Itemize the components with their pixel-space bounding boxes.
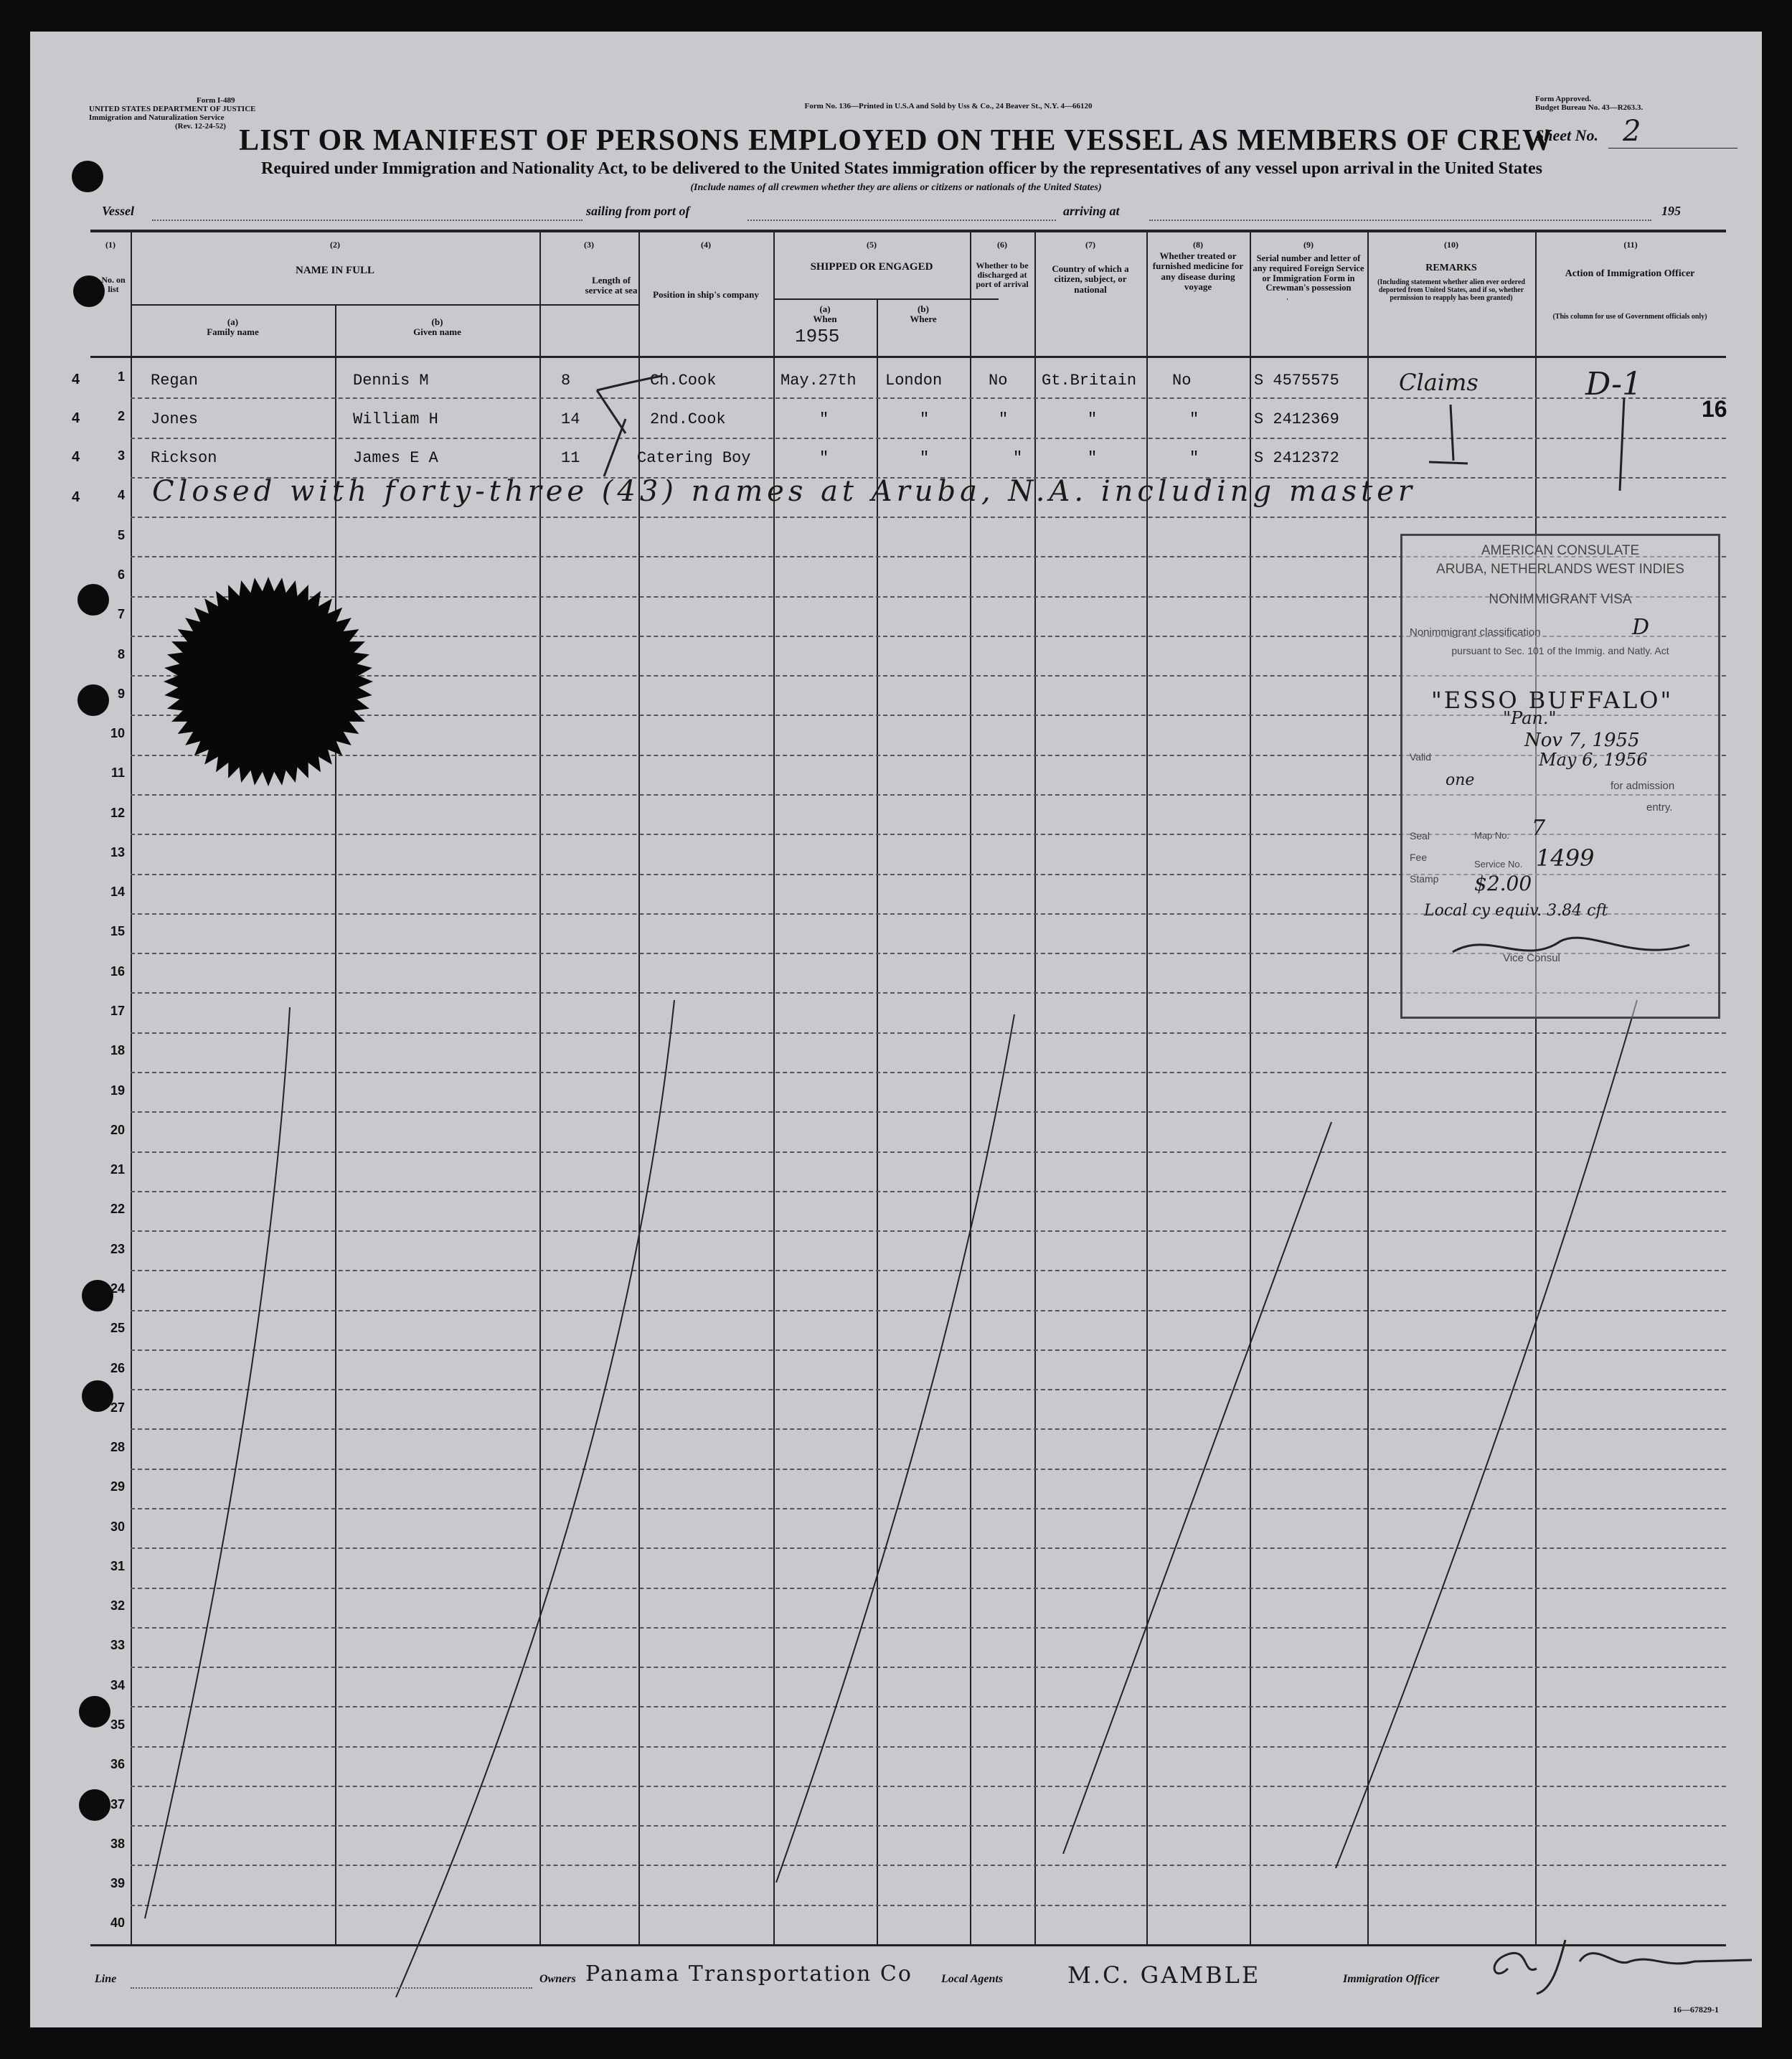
row-number: 33 xyxy=(110,1638,125,1653)
row-prefix: 4 xyxy=(72,449,80,465)
row-number: 23 xyxy=(110,1241,125,1256)
serial-header: Serial number and letter of any required Foreign Service or Immigration Form in Crewman's possession xyxy=(1253,253,1364,293)
stamp-vice-consul: Vice Consul xyxy=(1503,952,1560,964)
where-b: (b) xyxy=(918,303,929,314)
discharged: No xyxy=(989,372,1008,390)
shipped-when: May.27th xyxy=(781,372,857,390)
consul-signature xyxy=(1446,923,1704,974)
row-number: 25 xyxy=(110,1321,125,1336)
approval: Form Approved. xyxy=(1535,95,1592,103)
row-number: 32 xyxy=(110,1598,125,1613)
when-a: (a) xyxy=(819,303,831,314)
row-number: 6 xyxy=(117,567,125,582)
given-name: William H xyxy=(353,410,438,428)
family-a: (a) xyxy=(227,316,239,327)
stamp-line1: AMERICAN CONSULATE xyxy=(1481,543,1640,558)
embossed-seal xyxy=(161,574,376,789)
stamp-line3: NONIMMIGRANT VISA xyxy=(1489,592,1632,607)
row-number: 17 xyxy=(110,1004,125,1019)
stamp-class-value: D xyxy=(1632,615,1650,640)
given-label: Given name xyxy=(413,326,461,338)
row-number: 18 xyxy=(110,1043,125,1058)
row-number: 20 xyxy=(110,1122,125,1137)
medicine: " xyxy=(1189,410,1199,428)
country: Gt.Britain xyxy=(1042,372,1137,390)
col-num-1: (1) xyxy=(105,240,115,250)
stamp-vessel: "ESSO BUFFALO" xyxy=(1431,687,1674,714)
discharged: " xyxy=(1013,449,1023,467)
row-number: 16 xyxy=(110,963,125,979)
row-number: 31 xyxy=(110,1558,125,1573)
stamp-date1: Nov 7, 1955 xyxy=(1524,730,1640,751)
row-prefix: 4 xyxy=(72,410,80,426)
printer-line: Form No. 136—Printed in U.S.A and Sold by Uss & Co., 24 Beaver St., N.Y. 4—66120 xyxy=(804,102,1093,110)
position-header: Position in ship's company xyxy=(653,289,759,300)
footer-owners-label: Owners xyxy=(539,1973,576,1985)
row-number: 4 xyxy=(117,488,125,503)
row-number: 38 xyxy=(110,1836,125,1851)
row-number: 2 xyxy=(117,408,125,423)
row-number: 40 xyxy=(110,1916,125,1931)
stamp-fee: Fee xyxy=(1410,852,1428,863)
col-num-4: (4) xyxy=(701,240,711,250)
medicine: No xyxy=(1172,372,1192,390)
row-number: 28 xyxy=(110,1440,125,1455)
footer-owners-value: Panama Transportation Co xyxy=(585,1961,912,1987)
stamp-admission: for admission xyxy=(1611,780,1675,792)
medicine: " xyxy=(1189,449,1199,467)
footer-agents-value: M.C. GAMBLE xyxy=(1067,1961,1261,1989)
family-name: Rickson xyxy=(151,449,217,467)
col-num-7: (7) xyxy=(1085,240,1095,250)
serial-number: S 2412372 xyxy=(1254,449,1339,467)
col-num-6: (6) xyxy=(997,240,1007,250)
row-number: 26 xyxy=(110,1360,125,1375)
stamp-entries: one xyxy=(1446,771,1475,789)
stamp-entry: entry. xyxy=(1646,801,1673,814)
department: UNITED STATES DEPARTMENT OF JUSTICE xyxy=(89,105,256,114)
year-label: 195 xyxy=(1661,204,1681,218)
row-number: 34 xyxy=(110,1677,125,1692)
position: 2nd.Cook xyxy=(650,410,726,428)
service: Immigration and Naturalization Service xyxy=(89,113,225,123)
position: Ch.Cook xyxy=(650,372,717,390)
shipped-where: " xyxy=(920,449,930,467)
name-in-full-header: NAME IN FULL xyxy=(295,265,374,276)
family-name: Jones xyxy=(151,410,199,428)
row-number: 21 xyxy=(110,1162,125,1177)
row-number: 22 xyxy=(110,1202,125,1217)
remarks-header: REMARKS xyxy=(1425,263,1477,273)
row-number: 35 xyxy=(110,1717,125,1732)
row-number: 27 xyxy=(110,1400,125,1415)
revision: (Rev. 12-24-52) xyxy=(175,122,226,131)
col-num-3: (3) xyxy=(584,240,594,250)
family-name: Regan xyxy=(151,372,199,390)
row-number: 8 xyxy=(117,646,125,661)
closing-statement: Closed with forty-three (43) names at Aruba, N.A. including master xyxy=(152,475,1416,508)
row-number: 37 xyxy=(110,1796,125,1811)
arriving-label: arriving at xyxy=(1063,204,1120,218)
stamp-date2: May 6, 1956 xyxy=(1539,750,1648,770)
stamp-flag: "Pan." xyxy=(1503,708,1557,728)
form-number: Form I-489 xyxy=(197,96,235,105)
given-b: (b) xyxy=(431,316,443,327)
col-num-8: (8) xyxy=(1193,240,1203,250)
manifest-subtitle: Required under Immigration and Nationality Act, to be delivered to the United States immigration officer by the representatives of any vessel upon arrival in the United States xyxy=(261,159,1542,178)
discharged: " xyxy=(999,410,1009,428)
footer-line-dotted xyxy=(131,1987,532,1989)
row-number: 15 xyxy=(110,924,125,939)
footer-officer-label: Immigration Officer xyxy=(1343,1973,1440,1985)
row-number: 19 xyxy=(110,1083,125,1098)
remarks-note: (Including statement whether alien ever ordered deported from United States, and if so, whether permission to reapply has been granted) xyxy=(1377,278,1525,302)
country: " xyxy=(1088,410,1098,428)
length-of-service: 8 xyxy=(561,372,571,390)
action-note: (This column for use of Government officials only) xyxy=(1552,313,1707,321)
stamp-service-value: 1499 xyxy=(1536,844,1595,872)
budget-bureau: Budget Bureau No. 43—R263.3. xyxy=(1535,103,1644,113)
length-of-service: 14 xyxy=(561,410,580,428)
shipped-where: " xyxy=(920,410,930,428)
manifest-title: LIST OR MANIFEST OF PERSONS EMPLOYED ON THE VESSEL AS MEMBERS OF CREW xyxy=(239,124,1553,157)
footer-line-label: Line xyxy=(95,1973,117,1985)
action-header: Action of Immigration Officer xyxy=(1565,268,1695,279)
position: Catering Boy xyxy=(637,449,751,467)
col-num-9: (9) xyxy=(1303,240,1314,250)
remarks-claims: Claims xyxy=(1399,369,1479,396)
side-number: 16 xyxy=(1702,396,1727,422)
sailing-label: sailing from port of xyxy=(586,204,690,218)
no-on-list-header: No. on list xyxy=(101,275,126,295)
row-prefix: 4 xyxy=(72,372,80,387)
footer-agents-label: Local Agents xyxy=(941,1973,1004,1985)
stamp-seal: Seal xyxy=(1410,830,1430,842)
stamp-fee-value: $2.00 xyxy=(1474,872,1532,895)
year-entry: 1955 xyxy=(795,326,840,347)
manifest-sheet xyxy=(30,32,1762,2027)
country: " xyxy=(1088,449,1098,467)
where-label: Where xyxy=(910,314,937,325)
row-number: 12 xyxy=(110,805,125,820)
manifest-note: (Include names of all crewmen whether they are aliens or citizens or nationals of the United States) xyxy=(690,182,1102,193)
stamp-map-label: Map No. xyxy=(1474,830,1510,841)
stamp-valid: Valid xyxy=(1410,751,1432,763)
length-of-service: 11 xyxy=(561,449,580,467)
country-header: Country of which a citizen, subject, or national xyxy=(1052,263,1129,295)
given-name: Dennis M xyxy=(353,372,429,390)
stamp-local-equiv: Local cy equiv. 3.84 cft xyxy=(1424,902,1608,920)
given-name: James E A xyxy=(353,449,438,467)
family-label: Family name xyxy=(207,326,259,338)
row-number: 5 xyxy=(117,527,125,542)
col-num-5: (5) xyxy=(867,240,877,250)
col-num-11: (11) xyxy=(1623,240,1638,250)
shipped-header: SHIPPED OR ENGAGED xyxy=(810,261,933,273)
length-header: Length of service at sea xyxy=(585,275,638,296)
sheet-no-value: 2 xyxy=(1623,115,1641,148)
row-number: 1 xyxy=(117,369,125,384)
sheet-no-label: Sheet No. xyxy=(1535,126,1598,144)
row-number: 24 xyxy=(110,1281,125,1296)
shipped-where: London xyxy=(885,372,943,390)
stamp-stamp-label: Stamp xyxy=(1410,873,1439,885)
row-number: 39 xyxy=(110,1876,125,1891)
col-num-2: (2) xyxy=(330,240,340,250)
footer-code: 16—67829-1 xyxy=(1673,2004,1719,2015)
row-number: 14 xyxy=(110,885,125,900)
row-prefix: 4 xyxy=(72,489,80,505)
pen-strokes xyxy=(30,32,1762,2027)
row-number: 30 xyxy=(110,1519,125,1534)
row-number: 36 xyxy=(110,1757,125,1772)
row-number: 3 xyxy=(117,448,125,463)
stamp-line2: ARUBA, NETHERLANDS WEST INDIES xyxy=(1436,562,1684,577)
when-label: When xyxy=(813,314,837,325)
medicine-header: Whether treated or furnished medicine for any disease during voyage xyxy=(1152,250,1244,292)
shipped-when: " xyxy=(819,449,829,467)
shipped-when: " xyxy=(819,410,829,428)
serial-number: S 2412369 xyxy=(1254,410,1339,428)
row-number: 29 xyxy=(110,1479,125,1494)
serial-number: S 4575575 xyxy=(1254,372,1339,390)
col-num-10: (10) xyxy=(1444,240,1458,250)
discharged-header: Whether to be discharged at port of arrival xyxy=(976,260,1029,290)
row-number: 10 xyxy=(110,726,125,741)
row-number: 11 xyxy=(110,765,125,781)
stamp-section: pursuant to Sec. 101 of the Immig. and Natly. Act xyxy=(1451,645,1669,656)
row-number: 7 xyxy=(117,607,125,622)
action-d1: D-1 xyxy=(1585,366,1642,402)
vessel-label: Vessel xyxy=(102,204,134,218)
officer-signature xyxy=(1479,1926,1759,1997)
stamp-classification: Nonimmigrant classification xyxy=(1410,626,1541,639)
row-number: 9 xyxy=(117,686,125,701)
stamp-map-value: 7 xyxy=(1532,816,1546,841)
stamp-service-label: Service No. xyxy=(1474,859,1523,870)
visa-stamp xyxy=(1400,534,1720,1019)
row-number: 13 xyxy=(110,844,125,859)
